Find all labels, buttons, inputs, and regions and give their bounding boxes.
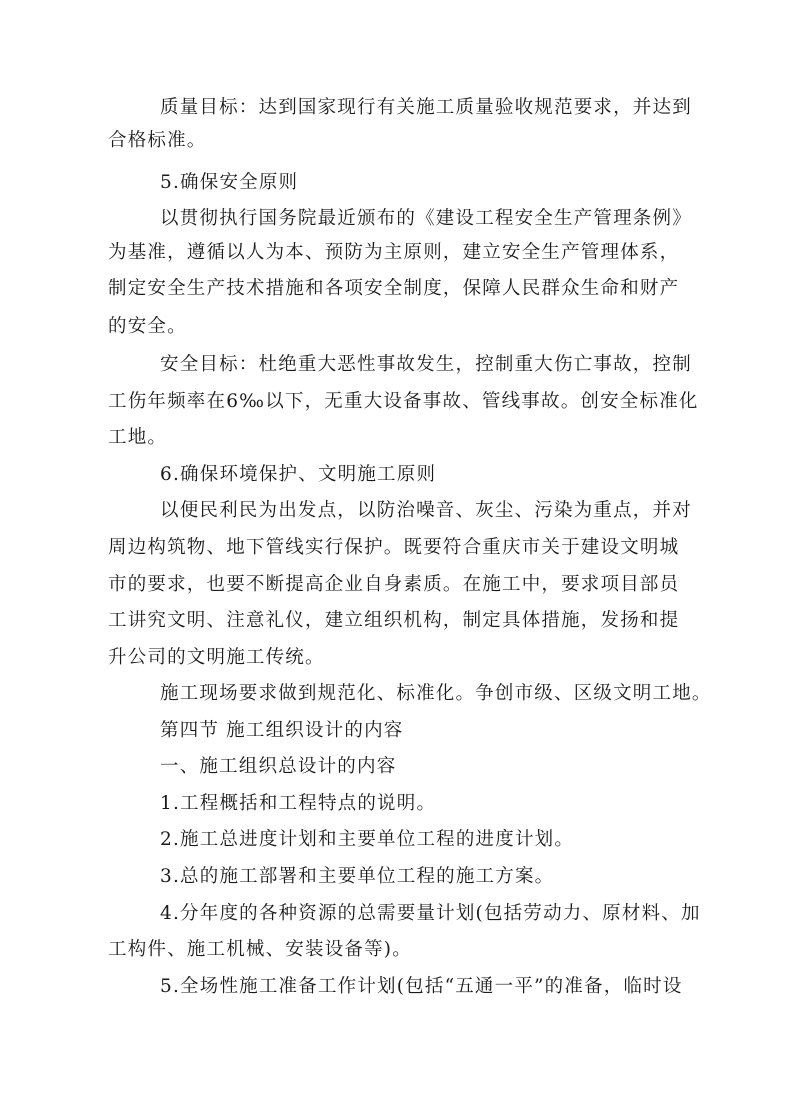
content-item-4-line-2: 工构件、施工机械、安装设备等)。 [108,939,412,960]
environment-principle-line-3: 市的要求，也要不断提高企业自身素质。在施工中，要求项目部员 [108,574,680,595]
safety-principle-line-4: 的安全。 [108,316,187,337]
site-requirement-line: 施工现场要求做到规范化、标准化。争创市级、区级文明工地。 [160,683,712,704]
safety-goal-line-1: 安全目标：杜绝重大恶性事故发生，控制重大伤亡事故，控制 [160,354,692,375]
safety-principle-line-3: 制定安全生产技术措施和各项安全制度，保障人民群众生命和财产 [108,278,680,299]
content-item-3: 3.总的施工部署和主要单位工程的施工方案。 [160,866,555,887]
safety-principle-line-1: 以贯彻执行国务院最近颁布的《建设工程安全生产管理条例》 [160,208,692,229]
general-design-content-heading: 一、施工组织总设计的内容 [160,756,397,777]
safety-principle-heading: 5.确保安全原则 [160,172,299,193]
content-item-5-line-1: 5.全场性施工准备工作计划(包括“五通一平”的准备，临时设 [160,976,683,997]
environment-principle-heading: 6.确保环境保护、文明施工原则 [160,464,437,485]
safety-goal-line-3: 工地。 [108,427,168,448]
quality-goal-line-2: 合格标准。 [108,130,207,151]
environment-principle-line-1: 以便民利民为出发点，以防治噪音、灰尘、污染为重点，并对 [160,500,692,521]
content-item-1: 1.工程概括和工程特点的说明。 [160,793,437,814]
safety-principle-line-2: 为基准，遵循以人为本、预防为主原则，建立安全生产管理体系， [108,242,680,263]
environment-principle-line-5: 升公司的文明施工传统。 [108,647,325,668]
section-four-heading: 第四节 施工组织设计的内容 [160,720,404,741]
content-item-4-line-1: 4.分年度的各种资源的总需要量计划(包括劳动力、原材料、加 [160,903,701,924]
environment-principle-line-2: 周边构筑物、地下管线实行保护。既要符合重庆市关于建设文明城 [108,537,680,558]
environment-principle-line-4: 工讲究文明、注意礼仪，建立组织机构，制定具体措施，发扬和提 [108,610,680,631]
safety-goal-line-2: 工伤年频率在6‰以下，无重大设备事故、管线事故。创安全标准化 [108,391,699,412]
content-item-2: 2.施工总进度计划和主要单位工程的进度计划。 [160,829,575,850]
quality-goal-line-1: 质量目标：达到国家现行有关施工质量验收规范要求，并达到 [160,97,692,118]
